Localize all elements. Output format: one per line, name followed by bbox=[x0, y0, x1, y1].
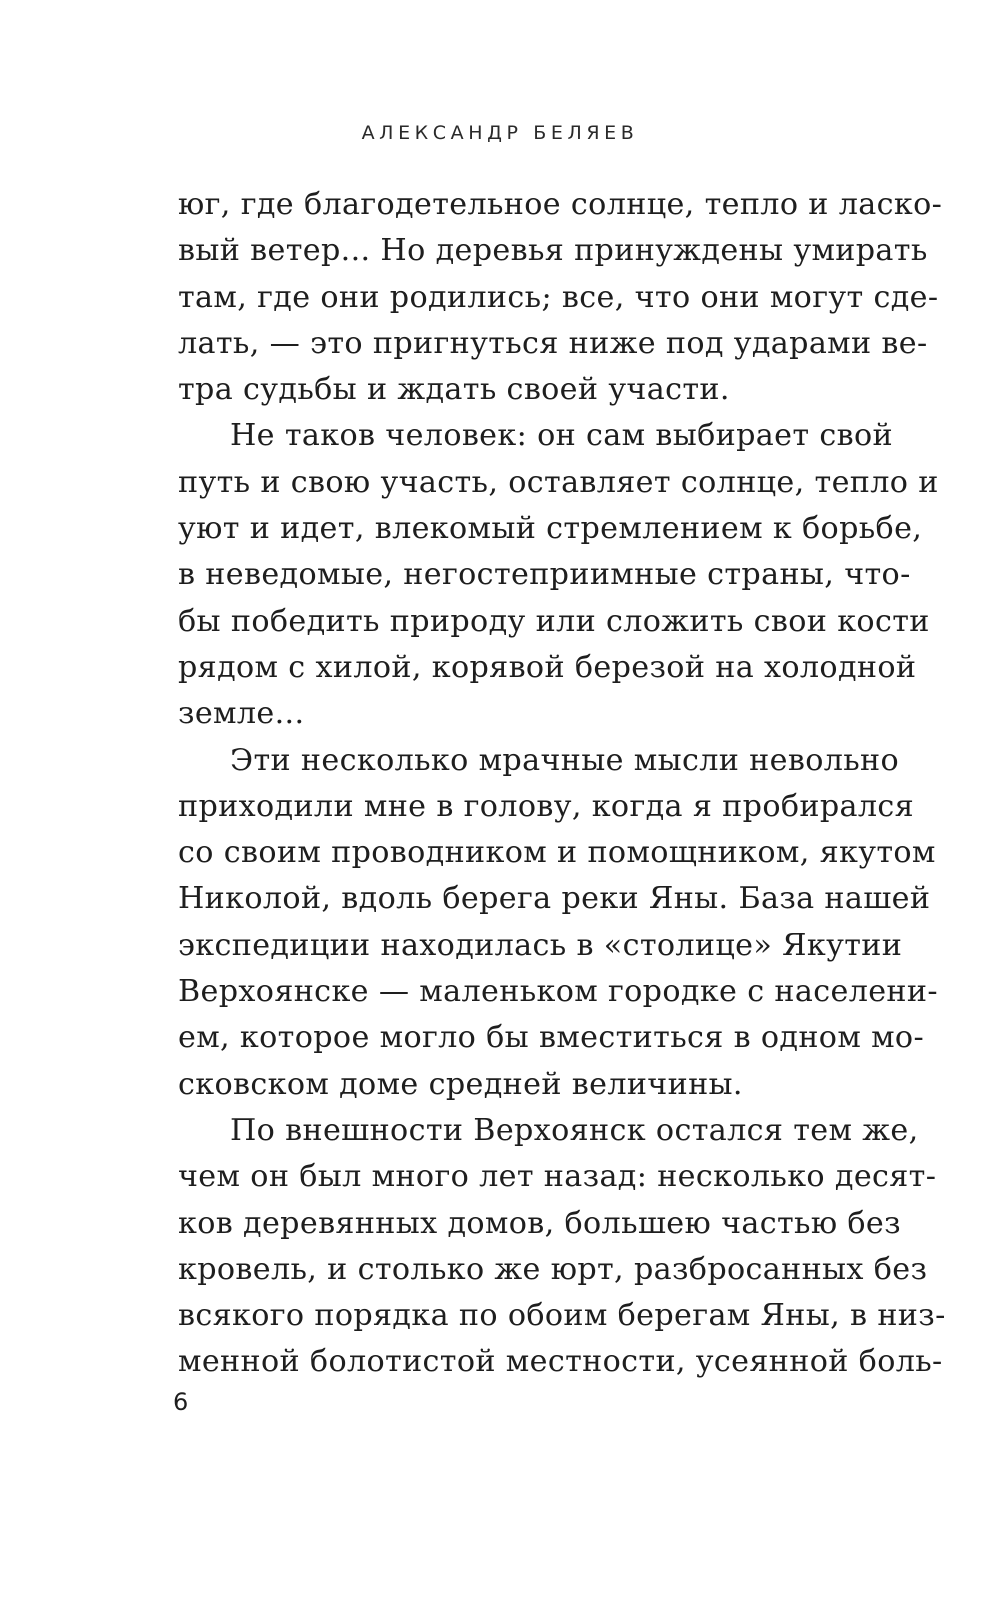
text-line: приходили мне в голову, когда я пробирался bbox=[178, 788, 915, 824]
text-line: ков деревянных домов, большею частью без bbox=[178, 1205, 901, 1241]
text-line: всякого порядка по обоим берегам Яны, в низ- bbox=[178, 1298, 946, 1334]
text-line: лать, — это пригнуться ниже под ударами ве- bbox=[178, 325, 928, 361]
paragraph bbox=[178, 1108, 946, 1386]
text-line: чем он был много лет назад: несколько десят- bbox=[178, 1159, 937, 1195]
text-line: земле... bbox=[178, 696, 305, 732]
text-line: уют и идет, влекомый стремлением к борьбе, bbox=[178, 511, 923, 547]
text-line: менной болотистой местности, усеянной боль- bbox=[178, 1344, 943, 1380]
text-line: кровель, и столько же юрт, разбросанных без bbox=[178, 1251, 928, 1287]
text-line: Эти несколько мрачные мысли невольно bbox=[230, 742, 900, 778]
text-line: сковском доме средней величины. bbox=[178, 1066, 743, 1102]
page-number: 6 bbox=[173, 1388, 189, 1416]
text-line: экспедиции находилась в «столице» Якутии bbox=[178, 927, 903, 963]
running-head: АЛЕКСАНДР БЕЛЯЕВ bbox=[361, 122, 639, 144]
text-line: По внешности Верхоянск остался тем же, bbox=[230, 1112, 919, 1148]
paragraph bbox=[178, 413, 939, 737]
text-line: рядом с хилой, корявой березой на холодной bbox=[178, 649, 917, 685]
text-line: в неведомые, негостеприимные страны, что- bbox=[178, 557, 911, 593]
text-line: путь и свою участь, оставляет солнце, тепло и bbox=[178, 464, 939, 500]
paragraph bbox=[178, 182, 943, 413]
body-text bbox=[178, 182, 946, 1386]
text-line: Николой, вдоль берега реки Яны. База нашей bbox=[178, 881, 931, 917]
text-line: бы победить природу или сложить свои кости bbox=[178, 603, 930, 639]
text-line: ем, которое могло бы вместиться в одном мо- bbox=[178, 1020, 925, 1056]
text-line: тра судьбы и ждать своей участи. bbox=[178, 372, 730, 408]
paragraph bbox=[178, 738, 938, 1108]
text-line: там, где они родились; все, что они могут сде- bbox=[178, 279, 939, 315]
text-line: со своим проводником и помощником, якутом bbox=[178, 835, 936, 871]
text-line: Не таков человек: он сам выбирает свой bbox=[230, 418, 893, 454]
text-line: вый ветер... Но деревья принуждены умирать bbox=[178, 233, 928, 269]
text-line: юг, где благодетельное солнце, тепло и ласко- bbox=[178, 187, 943, 222]
text-line: Верхоянске — маленьком городке с населени- bbox=[178, 974, 938, 1010]
